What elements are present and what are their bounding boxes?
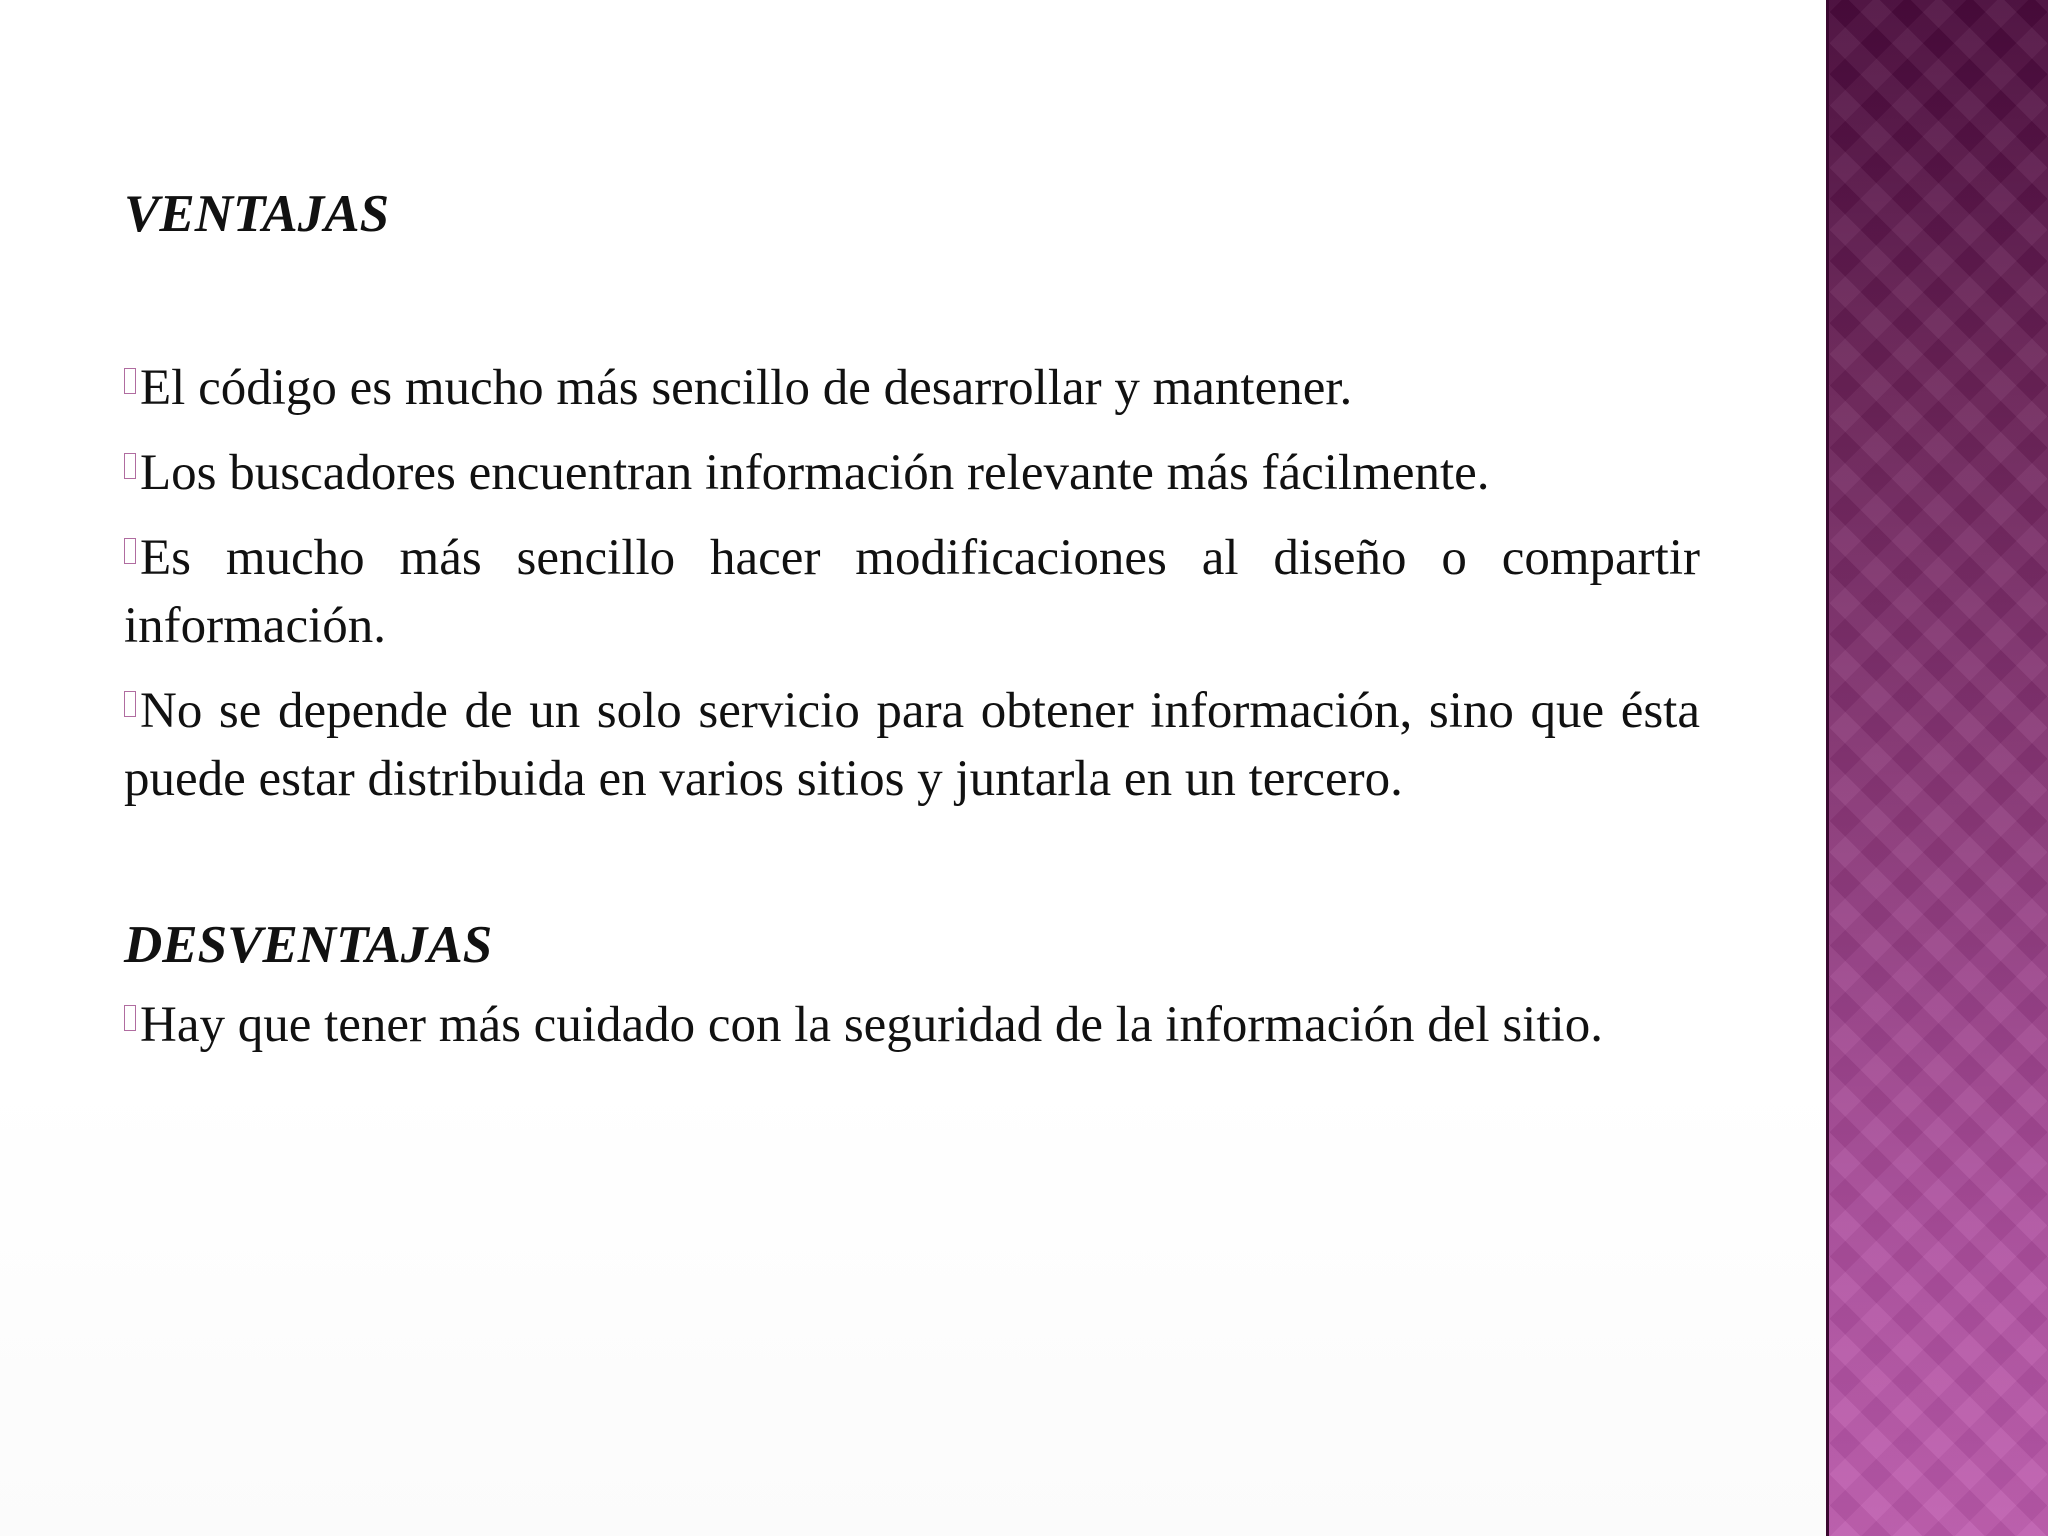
bullet-box-icon xyxy=(124,368,136,394)
bullet-box-icon xyxy=(124,538,136,564)
bullet-box-icon xyxy=(124,691,136,717)
advantage-item-text: No se depende de un solo servicio para obtener información, sino que ésta puede estar distribuida en varios sitios y juntarla en un tercero. xyxy=(124,683,1700,807)
disadvantages-heading: DESVENTAJAS xyxy=(124,916,493,974)
disadvantage-item-1 xyxy=(124,991,1700,1059)
advantage-item-4 xyxy=(124,677,1700,813)
advantage-item-2 xyxy=(124,439,1700,507)
slide-text-body xyxy=(124,180,1700,1076)
advantage-item-text: Los buscadores encuentran información relevante más fácilmente. xyxy=(140,445,1490,501)
advantage-item-text: Es mucho más sencillo hacer modificaciones al diseño o compartir información. xyxy=(124,530,1700,654)
decorative-side-bar xyxy=(1826,0,2048,1536)
advantage-item-3 xyxy=(124,524,1700,660)
bullet-box-icon xyxy=(124,453,136,479)
advantage-item-1 xyxy=(124,354,1700,422)
bullet-box-icon xyxy=(124,1005,136,1031)
advantages-heading: VENTAJAS xyxy=(124,185,390,243)
disadvantage-item-text: Hay que tener más cuidado con la seguridad de la información del sitio. xyxy=(140,997,1603,1053)
advantage-item-text: El código es mucho más sencillo de desarrollar y mantener. xyxy=(140,360,1353,416)
